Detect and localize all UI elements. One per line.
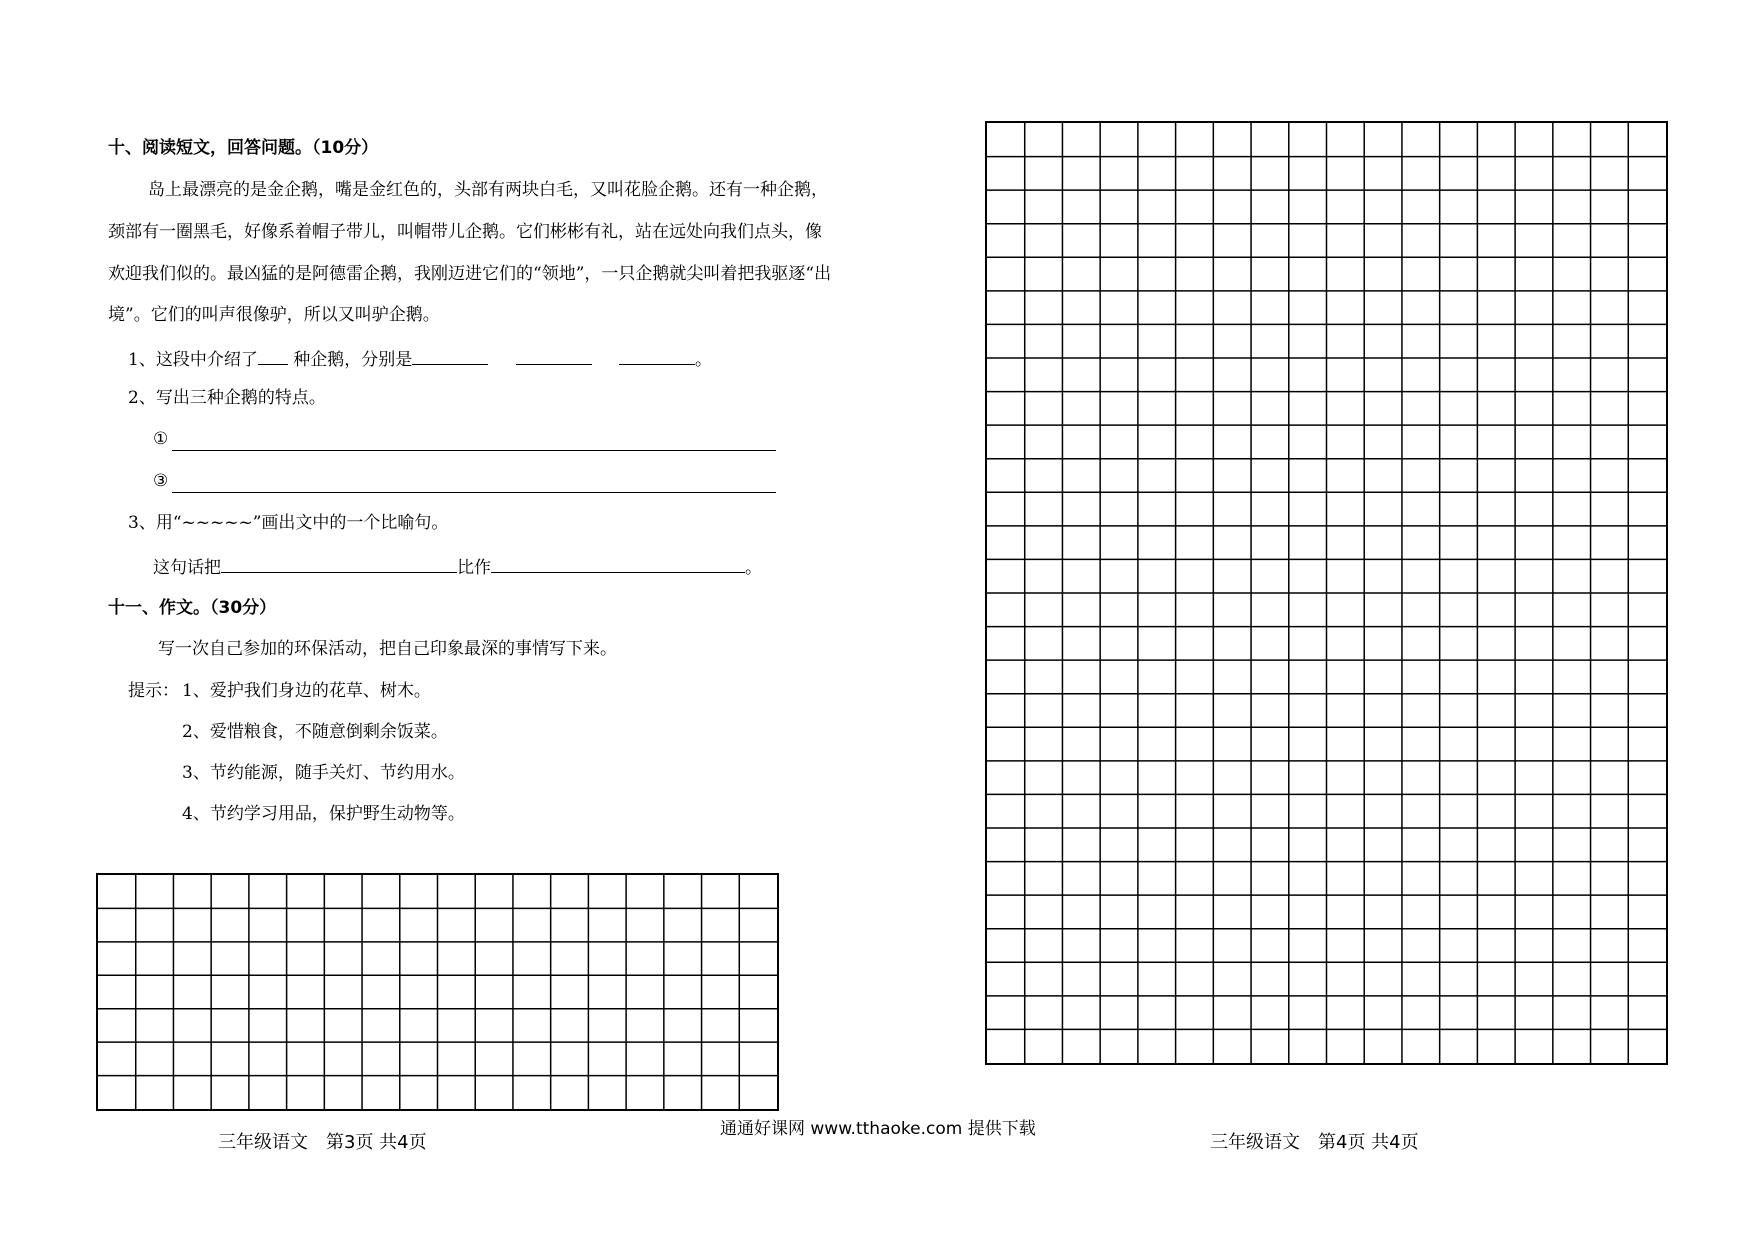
hint-1: 1、爱护我们身边的花草、树木。: [182, 681, 431, 701]
hint-2: 2、爱惜粮食，不随意倒剩余饭菜。: [182, 722, 448, 742]
hint-4: 4、节约学习用品，保护野生动物等。: [182, 804, 465, 824]
composition-grid-right[interactable]: [985, 121, 1668, 1065]
count-blank[interactable]: [258, 346, 288, 365]
passage-line-2: 颈部有一圈黑毛，好像系着帽子带儿，叫帽带儿企鹅。它们彬彬有礼，站在远处向我们点头，像: [108, 222, 822, 242]
passage-line-1: 岛上最漂亮的是金企鹅，嘴是金红色的，头部有两块白毛，又叫花脸企鹅。还有一种企鹅，: [148, 180, 828, 200]
composition-prompt: 写一次自己参加的环保活动，把自己印象最深的事情写下来。: [158, 639, 617, 659]
site-credit: 通通好课网 www.tthaoke.com 提供下载: [720, 1119, 1036, 1139]
question-10-title: 十、阅读短文，回答问题。（10分）: [108, 138, 379, 158]
passage-line-3: 欢迎我们似的。最凶猛的是阿德雷企鹅，我刚迈进它们的“领地”，一只企鹅就尖叫着把我驱逐“出: [108, 264, 832, 284]
penguin-name-blank-1[interactable]: [412, 346, 488, 365]
hint-3: 3、节约能源，随手关灯、节约用水。: [182, 763, 465, 783]
penguin-name-blank-3[interactable]: [619, 346, 695, 365]
metaphor-blank-1[interactable]: [221, 554, 457, 573]
question-11-title: 十一、作文。（30分）: [108, 598, 277, 618]
metaphor-text-b: 比作: [457, 558, 491, 578]
passage-line-4: 境”。它们的叫声很像驴，所以又叫驴企鹅。: [108, 305, 440, 325]
sub-question-1: [128, 346, 712, 372]
grid-left-lines: [98, 875, 777, 1109]
sub-question-1-text-a: 1、这段中介绍了: [128, 350, 258, 370]
sub-question-3: 3、用“~~~~~”画出文中的一个比喻句。: [128, 513, 449, 533]
answer-line-1[interactable]: [172, 450, 776, 451]
hint-label: 提示：: [128, 681, 179, 701]
composition-grid-left[interactable]: [96, 873, 779, 1111]
right-page-footer: 三年级语文 第4页 共4页: [1210, 1132, 1419, 1153]
answer-line-3[interactable]: [172, 492, 776, 493]
answer-marker-3: ③: [153, 471, 169, 491]
metaphor-text-a: 这句话把: [153, 558, 221, 578]
answer-marker-1: ①: [153, 429, 169, 449]
grid-right-lines: [987, 123, 1666, 1063]
sub-question-1-end: 。: [695, 350, 713, 370]
left-page-footer: 三年级语文 第3页 共4页: [218, 1132, 427, 1153]
sub-question-2: 2、写出三种企鹅的特点。: [128, 388, 326, 408]
metaphor-blank-2[interactable]: [491, 554, 745, 573]
sub-question-1-text-b: 种企鹅，分别是: [293, 350, 413, 370]
penguin-name-blank-2[interactable]: [516, 346, 592, 365]
metaphor-end: 。: [745, 558, 762, 578]
metaphor-sentence: [153, 554, 762, 580]
